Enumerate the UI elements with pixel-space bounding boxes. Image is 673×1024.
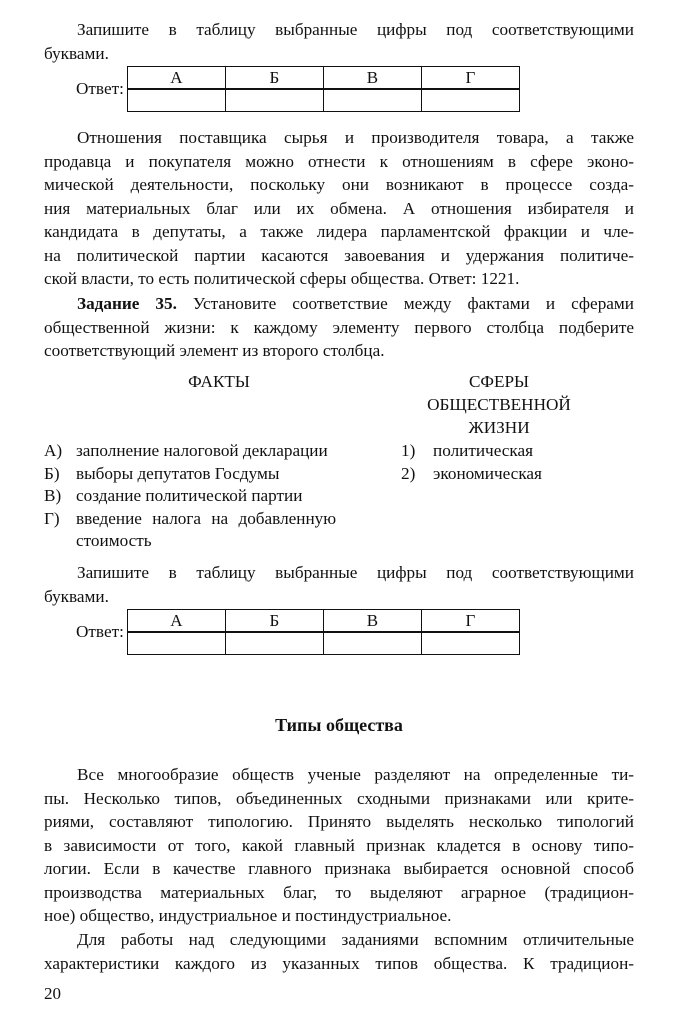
answer-header-a: А	[127, 610, 225, 633]
answer-cell-g[interactable]	[421, 89, 519, 112]
sphere-item: 1) политическая	[401, 441, 534, 460]
text-line: соответствующий элемент из второго столбца.	[44, 341, 385, 360]
spheres-column-title: СФЕРЫ ОБЩЕСТВЕННОЙ ЖИЗНИ	[427, 372, 571, 437]
instruction-2	[44, 561, 634, 608]
sphere-item: 2) экономическая	[401, 463, 542, 483]
text-line: ской власти, то есть политической сферы общества. Ответ: 1221.	[44, 269, 520, 288]
text-line: пы. Несколько типов, объединенных сходными признаками или крите-	[44, 788, 634, 808]
facts-column-title: ФАКТЫ	[188, 372, 250, 391]
fact-item: А) заполнение налоговой декларации	[44, 441, 328, 460]
answer-cell-a[interactable]	[127, 632, 225, 655]
answer-header-v: В	[323, 610, 421, 633]
answer-header-v: В	[323, 67, 421, 90]
facts-list	[44, 440, 374, 553]
spheres-list	[401, 440, 621, 485]
task-35-statement	[44, 292, 634, 363]
fact-item-continued: стоимость	[76, 531, 152, 550]
instruction-top	[44, 18, 634, 65]
explanation-paragraph	[44, 126, 634, 291]
text-line: характеристики каждого из указанных типов общества. К традицион-	[44, 953, 634, 973]
text-line: ное) общество, индустриальное и постиндустриальное.	[44, 906, 452, 925]
fact-item: Б) выборы депутатов Госдумы	[44, 463, 280, 483]
text-line: Задание 35. Установите соответствие между фактами и сферами	[77, 294, 634, 313]
text-line: Для работы над следующими заданиями вспомним отличительные	[77, 930, 634, 949]
answer-grid	[127, 609, 520, 655]
text-line: на политической партии касаются завоевания и удержания политиче-	[44, 245, 634, 265]
answer-cell-g[interactable]	[421, 632, 519, 655]
answer-header-b: Б	[225, 610, 323, 633]
text-line: общественной жизни: к каждому элементу первого столбца подберите	[44, 317, 634, 337]
answer-cell-v[interactable]	[323, 89, 421, 112]
page-number: 20	[44, 984, 61, 1003]
text-line: Запишите в таблицу выбранные цифры под соответствующими	[77, 20, 634, 39]
fact-item: Г) введение налога на добавленную	[44, 508, 337, 528]
text-line: в зависимости от того, какой главный признак кладется в основу типо-	[44, 835, 634, 855]
answer-label: Ответ:	[76, 622, 124, 641]
section-paragraph-2	[44, 928, 634, 975]
answer-cell-b[interactable]	[225, 89, 323, 112]
answer-grid	[127, 66, 520, 112]
text-line: Запишите в таблицу выбранные цифры под соответствующими	[77, 563, 634, 582]
answer-header-g: Г	[421, 67, 519, 90]
text-line: продавца и покупателя можно отнести к отношениям в сфере эконо-	[44, 151, 634, 171]
answer-header-b: Б	[225, 67, 323, 90]
answer-header-g: Г	[421, 610, 519, 633]
fact-item: В) создание политической партии	[44, 486, 303, 505]
answer-cell-b[interactable]	[225, 632, 323, 655]
text-line: Все многообразие обществ ученые разделяют на определенные ти-	[77, 765, 634, 784]
text-line: логии. Если в качестве главного признака выбирается основной способ	[44, 859, 634, 878]
section-heading: Типы общества	[275, 715, 403, 735]
text-line: ния материальных благ или их обмена. А отношения избирателя и	[44, 198, 634, 218]
text-line: буквами.	[44, 43, 109, 63]
task-label: Задание 35.	[77, 294, 177, 313]
answer-table-2	[76, 609, 520, 655]
text-line: кандидата в депутаты, а также лидера парламентской фракции и чле-	[44, 222, 634, 241]
text-line: производства материальных благ, то выделяют аграрное (традицион-	[44, 882, 634, 902]
answer-label: Ответ:	[76, 79, 124, 98]
answer-cell-v[interactable]	[323, 632, 421, 655]
answer-cell-a[interactable]	[127, 89, 225, 112]
text-line: Отношения поставщика сырья и производителя товара, а также	[77, 128, 634, 147]
text-line: буквами.	[44, 586, 109, 606]
answer-header-a: А	[127, 67, 225, 90]
text-line: мической деятельности, поскольку они возникают в процессе созда-	[44, 175, 634, 194]
section-paragraph-1	[44, 763, 634, 928]
text-line: риями, составляют типологию. Принято выделять несколько типологий	[44, 812, 634, 831]
answer-table-1	[76, 66, 520, 112]
